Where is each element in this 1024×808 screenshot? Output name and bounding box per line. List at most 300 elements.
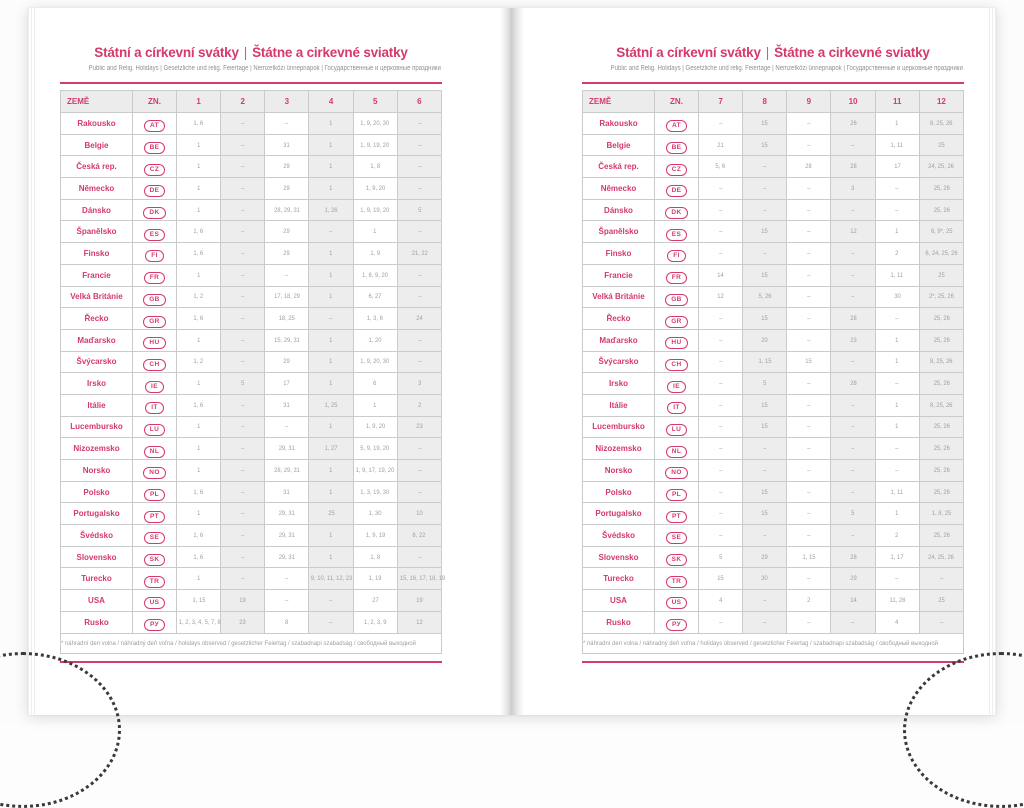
holiday-cell xyxy=(353,243,397,265)
holiday-dates: 29, 31 xyxy=(278,553,295,561)
country-name: Slovensko xyxy=(583,546,655,568)
country-code-cell xyxy=(133,156,177,178)
holiday-cell xyxy=(353,113,397,135)
holiday-cell xyxy=(919,113,963,135)
holiday-dates: – xyxy=(241,141,245,149)
country-code-cell xyxy=(133,329,177,351)
holiday-cell xyxy=(919,525,963,547)
country-code-badge: NL xyxy=(666,446,687,458)
holiday-dates: – xyxy=(807,336,811,344)
holiday-cell xyxy=(177,329,221,351)
country-code-cell xyxy=(133,113,177,135)
holiday-cell xyxy=(699,243,743,265)
holiday-cell xyxy=(221,394,265,416)
country-code-cell xyxy=(133,373,177,395)
holiday-dates: 17 xyxy=(283,380,291,388)
holiday-dates: – xyxy=(417,466,421,474)
holiday-cell xyxy=(831,286,875,308)
holiday-cell xyxy=(875,590,919,612)
holiday-dates: – xyxy=(763,206,767,214)
country-code-badge: FR xyxy=(144,272,165,284)
holiday-dates: 1 xyxy=(329,293,333,301)
country-name: Norsko xyxy=(61,460,133,482)
country-name: Polsko xyxy=(61,481,133,503)
holiday-dates: – xyxy=(417,293,421,301)
holiday-dates: – xyxy=(718,466,723,474)
holiday-cell xyxy=(221,134,265,156)
holiday-cell xyxy=(309,568,353,590)
holiday-cell xyxy=(177,113,221,135)
holiday-dates: 1 xyxy=(196,163,201,171)
page-subtitle-text: Public and Relig. Holidays | Gesetzliche und relig. Feiertage | Nemzetközi ünnepnapok | Государственные и церковные праздники xyxy=(610,65,963,72)
holiday-cell xyxy=(919,221,963,243)
country-name: Rakousko xyxy=(61,113,133,135)
footnote-row xyxy=(583,633,964,653)
holiday-dates: 6, 24, 25, 26 xyxy=(925,249,958,257)
country-name: Dánsko xyxy=(583,199,655,221)
holiday-cell xyxy=(309,546,353,568)
holiday-dates: 1 xyxy=(895,423,899,431)
table-row xyxy=(61,113,442,135)
holiday-dates: 19 xyxy=(239,596,246,604)
holiday-cell xyxy=(875,525,919,547)
table-row xyxy=(61,568,442,590)
holiday-dates: 4 xyxy=(718,596,723,604)
holiday-cell xyxy=(397,243,441,265)
holiday-cell xyxy=(221,373,265,395)
holiday-dates: 28 xyxy=(849,315,857,323)
holiday-dates: 29, 31 xyxy=(278,531,295,539)
holiday-cell xyxy=(265,546,309,568)
holiday-cell xyxy=(353,546,397,568)
country-code-cell xyxy=(655,199,699,221)
country-name: Slovensko xyxy=(61,546,133,568)
holiday-dates: 1, 9, 20, 30 xyxy=(360,119,390,127)
holiday-dates: 29 xyxy=(283,184,291,192)
holiday-cell xyxy=(919,503,963,525)
holiday-dates: – xyxy=(241,445,245,453)
holiday-cell xyxy=(221,221,265,243)
holiday-cell xyxy=(831,243,875,265)
holiday-cell xyxy=(743,156,787,178)
country-name: Francie xyxy=(61,264,133,286)
holiday-cell xyxy=(919,546,963,568)
holiday-dates: – xyxy=(807,119,811,127)
holiday-dates: 30 xyxy=(761,575,768,583)
holiday-dates: – xyxy=(241,358,245,366)
holiday-dates: – xyxy=(895,380,899,388)
holiday-cell xyxy=(699,308,743,330)
holiday-dates: 1, 6 xyxy=(193,228,204,236)
table-row xyxy=(61,590,442,612)
holiday-cell xyxy=(397,134,441,156)
holiday-dates: – xyxy=(417,141,421,149)
holiday-dates: – xyxy=(807,575,811,583)
holiday-cell xyxy=(177,460,221,482)
page-subtitle xyxy=(582,64,964,73)
holiday-dates: 15 xyxy=(761,119,768,127)
holiday-dates: 1, 6 xyxy=(193,531,204,539)
holiday-cell xyxy=(831,460,875,482)
holiday-dates: – xyxy=(763,163,767,171)
holiday-dates: 1 xyxy=(329,336,333,344)
table-row xyxy=(583,199,964,221)
holiday-dates: 1, 2, 3, 9 xyxy=(363,618,387,626)
holiday-dates: 1, 15 xyxy=(802,553,816,561)
holiday-dates: – xyxy=(285,271,289,279)
column-header: 3 xyxy=(265,91,309,113)
holiday-dates: – xyxy=(241,488,245,496)
country-code-badge: FI xyxy=(145,250,164,262)
country-name: Irsko xyxy=(61,373,133,395)
holiday-dates: 1, 9, 17, 19, 20 xyxy=(355,466,395,474)
holiday-cell xyxy=(177,546,221,568)
country-code-badge: PT xyxy=(666,511,687,523)
holiday-dates: 1, 20 xyxy=(368,336,382,344)
holiday-cell xyxy=(177,481,221,503)
table-row xyxy=(583,611,964,633)
holiday-cell xyxy=(353,438,397,460)
table-row xyxy=(61,416,442,438)
holiday-cell xyxy=(309,525,353,547)
holiday-dates: – xyxy=(241,119,245,127)
country-name: Německo xyxy=(61,178,133,200)
country-name: Česká rep. xyxy=(61,156,133,178)
holiday-cell xyxy=(743,503,787,525)
holiday-dates: 1 xyxy=(329,119,333,127)
holiday-dates: 19 xyxy=(416,596,423,604)
holiday-cell xyxy=(875,394,919,416)
holiday-cell xyxy=(743,460,787,482)
holiday-cell xyxy=(743,221,787,243)
holiday-dates: 1, 3, 19, 30 xyxy=(360,488,390,496)
holiday-dates: – xyxy=(718,206,723,214)
holiday-cell xyxy=(353,394,397,416)
holiday-cell xyxy=(743,351,787,373)
column-header: ZN. xyxy=(655,91,699,113)
holiday-dates: – xyxy=(851,358,855,366)
holiday-dates: – xyxy=(417,163,421,171)
holiday-cell xyxy=(397,351,441,373)
holiday-dates: – xyxy=(851,423,855,431)
holiday-dates: – xyxy=(895,445,899,453)
country-name: Maďarsko xyxy=(61,329,133,351)
table-row xyxy=(583,286,964,308)
holiday-dates: 1 xyxy=(196,380,201,388)
holiday-dates: 1 xyxy=(196,510,201,518)
table-row xyxy=(583,460,964,482)
holiday-dates: 25, 26 xyxy=(933,445,950,453)
holiday-cell xyxy=(397,460,441,482)
holiday-dates: – xyxy=(718,249,723,257)
table-row xyxy=(61,308,442,330)
holiday-cell xyxy=(875,264,919,286)
holiday-cell xyxy=(353,373,397,395)
holiday-cell xyxy=(831,481,875,503)
bottom-rule xyxy=(60,661,442,663)
holiday-dates: – xyxy=(939,575,943,583)
holiday-dates: – xyxy=(851,293,855,301)
table-row xyxy=(61,286,442,308)
country-code-badge: TR xyxy=(144,576,165,588)
holiday-cell xyxy=(309,590,353,612)
country-name: Itálie xyxy=(61,394,133,416)
country-code-cell xyxy=(655,590,699,612)
country-code-cell xyxy=(133,199,177,221)
table-row xyxy=(61,611,442,633)
holiday-cell xyxy=(177,199,221,221)
table-row xyxy=(61,351,442,373)
holiday-cell xyxy=(177,178,221,200)
holiday-dates: 1, 6 xyxy=(193,401,204,409)
country-code-cell xyxy=(655,416,699,438)
holiday-dates: 15 xyxy=(805,358,813,366)
table-row xyxy=(583,416,964,438)
holiday-cell xyxy=(309,199,353,221)
holiday-cell xyxy=(787,351,831,373)
holiday-cell xyxy=(787,286,831,308)
holiday-dates: – xyxy=(851,618,855,626)
holiday-dates: 20 xyxy=(761,336,768,344)
holiday-dates: – xyxy=(851,466,855,474)
table-row xyxy=(583,178,964,200)
table-row xyxy=(583,525,964,547)
holiday-cell xyxy=(875,351,919,373)
holiday-cell xyxy=(265,460,309,482)
column-header: ZEMĚ xyxy=(61,91,133,113)
holiday-dates: – xyxy=(895,315,899,323)
country-code-badge: SK xyxy=(666,554,688,566)
table-row xyxy=(583,221,964,243)
holiday-dates: – xyxy=(851,445,855,453)
holiday-cell xyxy=(265,394,309,416)
holiday-dates: – xyxy=(807,184,811,192)
column-header: 6 xyxy=(397,91,441,113)
country-code-badge: ES xyxy=(144,229,165,241)
holiday-dates: – xyxy=(417,184,421,192)
holiday-dates: – xyxy=(851,271,855,279)
holiday-cell xyxy=(743,308,787,330)
holiday-cell xyxy=(875,286,919,308)
holiday-cell xyxy=(177,156,221,178)
holiday-cell xyxy=(265,373,309,395)
table-row xyxy=(61,199,442,221)
country-name: Francie xyxy=(583,264,655,286)
table-row xyxy=(583,308,964,330)
holiday-cell xyxy=(831,546,875,568)
holiday-dates: 29, 31 xyxy=(278,510,295,518)
holiday-cell xyxy=(919,416,963,438)
holiday-dates: 1, 26 xyxy=(324,206,338,214)
holiday-dates: 5 xyxy=(417,206,421,214)
table-row xyxy=(61,394,442,416)
holiday-cell xyxy=(699,134,743,156)
holiday-cell xyxy=(743,416,787,438)
holiday-cell xyxy=(787,416,831,438)
holiday-dates: – xyxy=(718,228,723,236)
holiday-cell xyxy=(919,611,963,633)
holiday-cell xyxy=(397,590,441,612)
holiday-dates: – xyxy=(807,206,811,214)
holiday-cell xyxy=(743,286,787,308)
holiday-cell xyxy=(699,481,743,503)
country-code-cell xyxy=(655,221,699,243)
holiday-dates: – xyxy=(718,510,723,518)
holiday-dates: – xyxy=(241,163,245,171)
holiday-cell xyxy=(787,590,831,612)
holiday-cell xyxy=(831,221,875,243)
country-code-badge: DE xyxy=(666,185,688,197)
holiday-cell xyxy=(397,481,441,503)
country-code-cell xyxy=(655,568,699,590)
footnote-text-inner: * náhradní den volna / náhradný deň voľna / holidays observed / gesetzlicher Feiertag / szabadnapi szabadság / свободный выходной xyxy=(583,639,938,647)
holiday-dates: – xyxy=(241,293,245,301)
country-name: Švýcarsko xyxy=(61,351,133,373)
holiday-cell xyxy=(177,286,221,308)
holiday-cell xyxy=(309,481,353,503)
holiday-dates: 1 xyxy=(373,228,377,236)
country-code-badge: DK xyxy=(143,207,165,219)
holiday-cell xyxy=(221,286,265,308)
gutter-shadow xyxy=(500,8,524,715)
holiday-cell xyxy=(875,308,919,330)
holiday-cell xyxy=(265,286,309,308)
page-left-content xyxy=(60,44,445,663)
holiday-dates: 1, 6 xyxy=(193,315,204,323)
holiday-cell xyxy=(743,243,787,265)
holiday-cell xyxy=(353,416,397,438)
table-row xyxy=(61,264,442,286)
country-name: Nizozemsko xyxy=(61,438,133,460)
holiday-cell xyxy=(265,525,309,547)
holiday-cell xyxy=(787,525,831,547)
country-code-badge: РУ xyxy=(666,619,687,631)
holiday-cell xyxy=(353,221,397,243)
holiday-cell xyxy=(699,373,743,395)
country-code-badge: HU xyxy=(143,337,165,349)
page-left xyxy=(28,8,500,715)
country-code-badge: NO xyxy=(665,467,688,479)
country-name: Maďarsko xyxy=(583,329,655,351)
holiday-cell xyxy=(787,503,831,525)
column-header: ZEMĚ xyxy=(583,91,655,113)
country-code-badge: BE xyxy=(144,142,166,154)
holiday-cell xyxy=(919,329,963,351)
holiday-cell xyxy=(831,438,875,460)
holiday-dates: 1 xyxy=(895,510,899,518)
table-row xyxy=(61,134,442,156)
holiday-cell xyxy=(177,243,221,265)
holiday-dates: 3 xyxy=(851,184,855,192)
column-header: 11 xyxy=(875,91,919,113)
holiday-dates: 8, 25, 26 xyxy=(930,119,953,127)
holiday-dates: 1 xyxy=(895,119,899,127)
country-name: Finsko xyxy=(61,243,133,265)
holiday-dates: 1 xyxy=(329,249,333,257)
holiday-cell xyxy=(397,394,441,416)
holiday-cell xyxy=(265,481,309,503)
column-header: 8 xyxy=(743,91,787,113)
holiday-dates: – xyxy=(718,423,723,431)
country-code-badge: IT xyxy=(145,402,164,414)
holiday-dates: 1, 27 xyxy=(324,445,338,453)
holiday-dates: – xyxy=(851,401,855,409)
holiday-dates: – xyxy=(718,380,723,388)
holiday-cell xyxy=(265,590,309,612)
table-row xyxy=(61,178,442,200)
holiday-dates: 1 xyxy=(196,445,201,453)
holiday-cell xyxy=(309,611,353,633)
holiday-dates: 1, 8 xyxy=(370,553,381,561)
country-code-badge: GB xyxy=(665,294,688,306)
holiday-cell xyxy=(309,438,353,460)
holiday-cell xyxy=(221,611,265,633)
holiday-cell xyxy=(875,156,919,178)
holiday-dates: – xyxy=(807,315,811,323)
holiday-dates: – xyxy=(807,531,811,539)
country-name: Turecko xyxy=(61,568,133,590)
holiday-cell xyxy=(309,460,353,482)
holiday-cell xyxy=(787,394,831,416)
holiday-cell xyxy=(831,525,875,547)
holiday-dates: 1 xyxy=(895,228,899,236)
holiday-dates: 17, 18, 29 xyxy=(273,293,300,301)
holiday-cell xyxy=(919,178,963,200)
holiday-dates: – xyxy=(895,466,899,474)
holiday-cell xyxy=(353,525,397,547)
holiday-dates: 29 xyxy=(761,553,768,561)
holiday-dates: – xyxy=(241,315,245,323)
country-code-badge: GB xyxy=(143,294,166,306)
country-name: Belgie xyxy=(583,134,655,156)
holiday-cell xyxy=(699,264,743,286)
holiday-dates: – xyxy=(718,445,723,453)
holiday-cell xyxy=(265,199,309,221)
holiday-cell xyxy=(265,178,309,200)
holiday-cell xyxy=(875,373,919,395)
country-code-badge: US xyxy=(144,597,166,609)
table-row xyxy=(61,329,442,351)
holiday-cell xyxy=(221,329,265,351)
holiday-cell xyxy=(743,546,787,568)
holiday-cell xyxy=(743,525,787,547)
country-code-badge: NO xyxy=(143,467,166,479)
holiday-dates: 21 xyxy=(717,141,724,149)
holiday-dates: 1 xyxy=(329,553,333,561)
holiday-cell xyxy=(919,351,963,373)
holiday-cell xyxy=(177,438,221,460)
holiday-dates: – xyxy=(241,228,245,236)
holiday-cell xyxy=(177,134,221,156)
holiday-cell xyxy=(699,199,743,221)
holiday-dates: 28 xyxy=(805,163,813,171)
country-code-badge: GR xyxy=(143,316,166,328)
holiday-dates: – xyxy=(807,380,811,388)
country-name: USA xyxy=(583,590,655,612)
country-code-cell xyxy=(655,611,699,633)
holiday-cell xyxy=(221,481,265,503)
country-name: Portugalsko xyxy=(61,503,133,525)
holiday-dates: 1 xyxy=(895,401,899,409)
holiday-dates: – xyxy=(417,271,421,279)
holiday-cell xyxy=(221,525,265,547)
holiday-dates: 15 xyxy=(761,401,768,409)
holiday-cell xyxy=(309,113,353,135)
country-code-cell xyxy=(133,611,177,633)
holiday-cell xyxy=(787,373,831,395)
holiday-dates: 1 xyxy=(329,358,333,366)
country-code-badge: BE xyxy=(666,142,688,154)
